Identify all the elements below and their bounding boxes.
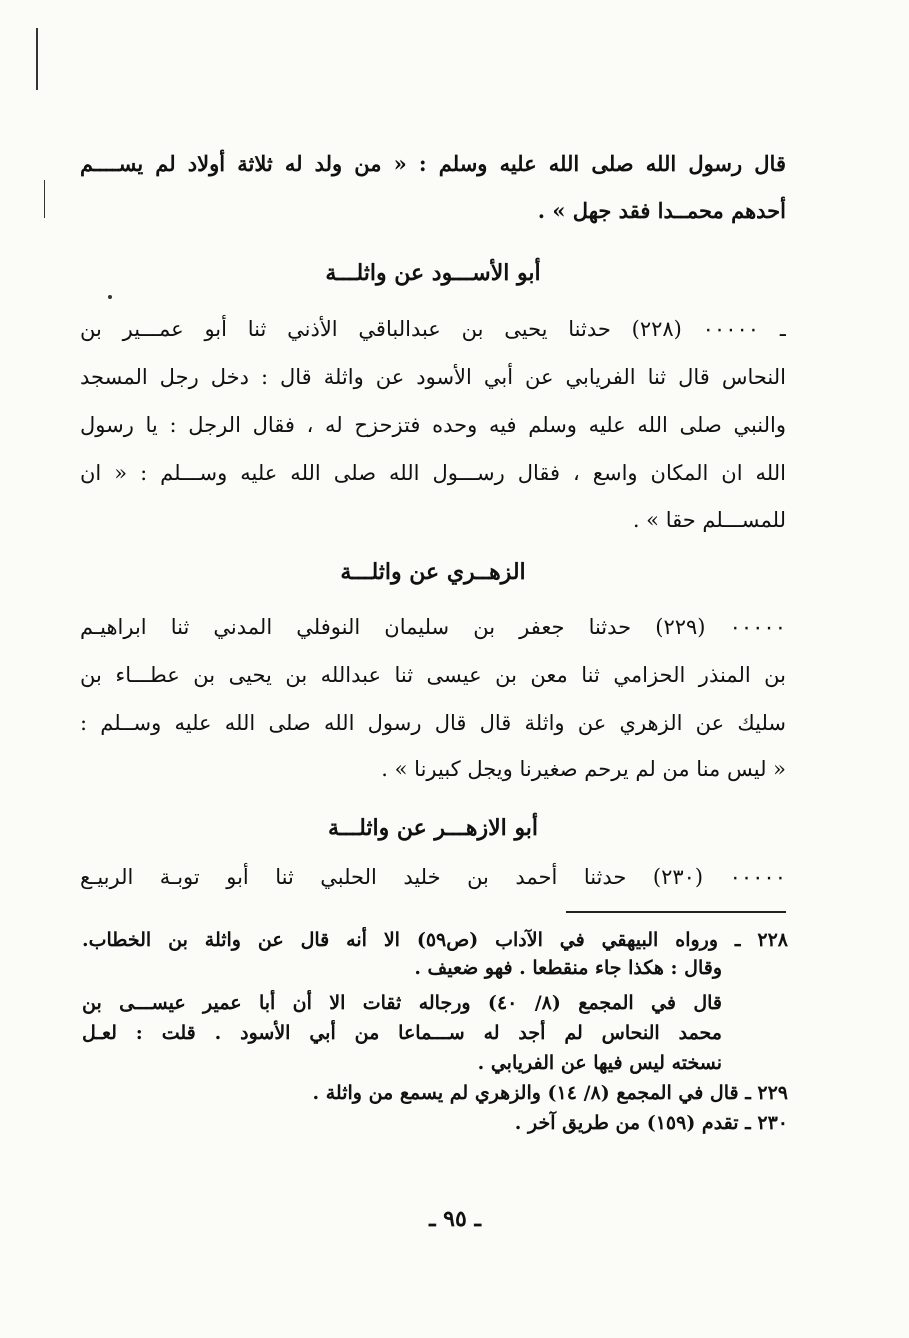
intro-line-1: قال رسول الله صلى الله عليه وسلم : « من ولد له ثلاثة أولاد لم يســــم bbox=[80, 151, 786, 176]
footnote-separator bbox=[566, 911, 786, 913]
footnote-230: ٢٣٠ ـ تقدم (١٥٩) من طريق آخر . bbox=[514, 1112, 788, 1134]
scan-margin-mark bbox=[36, 28, 38, 90]
scan-dot bbox=[108, 295, 112, 299]
page-number: ـ ٩٥ ـ bbox=[429, 1206, 481, 1232]
intro-line-2: أحدهم محمــدا فقد جهل » . bbox=[537, 198, 786, 223]
footnote-228-line: ٢٢٨ ـ ورواه البيهقي في الآداب (ص٥٩) الا أنه قال عن واثلة بن الخطاب. bbox=[82, 929, 788, 951]
footnote-229: ٢٢٩ ـ قال في المجمع (٨/ ١٤) والزهري لم يسمع من واثلة . bbox=[312, 1082, 788, 1104]
hadith-line: « ليس منا من لم يرحم صغيرنا ويجل كبيرنا » . bbox=[381, 757, 786, 781]
hadith-line: ـ ٠٠٠٠٠ (٢٢٨) حدثنا يحيى بن عبدالباقي الأذني ثنا أبو عمـــير بن bbox=[80, 317, 786, 341]
footnote-228-line: محمد النحاس لم أجد له ســـماعا من أبي الأسود . قلت : لعـل bbox=[82, 1022, 722, 1044]
hadith-line: للمســـلم حقا » . bbox=[632, 508, 786, 532]
footnote-228-line: نسخته ليس فيها عن الفريابي . bbox=[477, 1052, 722, 1074]
hadith-line: ٠٠٠٠٠ (٢٢٩) حدثنا جعفر بن سليمان النوفلي المدني ثنا ابراهيـم bbox=[80, 615, 786, 639]
hadith-line: بن المنذر الحزامي ثنا معن بن عيسى ثنا عبدالله بن يحيى بن عطـــاء بن bbox=[80, 663, 786, 687]
scan-margin-mark bbox=[44, 180, 45, 218]
hadith-line: الله ان المكان واسع ، فقال رســـول الله صلى الله عليه وســـلم : « ان bbox=[80, 461, 786, 485]
section-heading: أبو الازهـــر عن واثلـــة bbox=[327, 815, 539, 841]
hadith-line: النحاس قال ثنا الفريابي عن أبي الأسود عن واثلة قال : دخل رجل المسجد bbox=[80, 365, 786, 389]
hadith-line: والنبي صلى الله عليه وسلم فيه وحده فتزحزح له ، فقال الرجل : يا رسول bbox=[80, 413, 786, 437]
footnote-228-line: قال في المجمع (٨/ ٤٠) ورجاله ثقات الا أن أبا عمير عيســـى بن bbox=[82, 992, 722, 1014]
hadith-line: سليك عن الزهري عن واثلة قال قال رسول الله صلى الله عليه وســلم : bbox=[80, 711, 786, 735]
hadith-line: ٠٠٠٠٠ (٢٣٠) حدثنا أحمد بن خليد الحلبي ثنا أبو توبـة الربيـع bbox=[80, 865, 786, 889]
footnote-228-line: وقال : هكذا جاء منقطعا . فهو ضعيف . bbox=[414, 957, 722, 979]
section-heading: الزهــري عن واثلـــة bbox=[340, 559, 526, 585]
section-heading: أبو الأســـود عن واثلـــة bbox=[325, 260, 541, 286]
